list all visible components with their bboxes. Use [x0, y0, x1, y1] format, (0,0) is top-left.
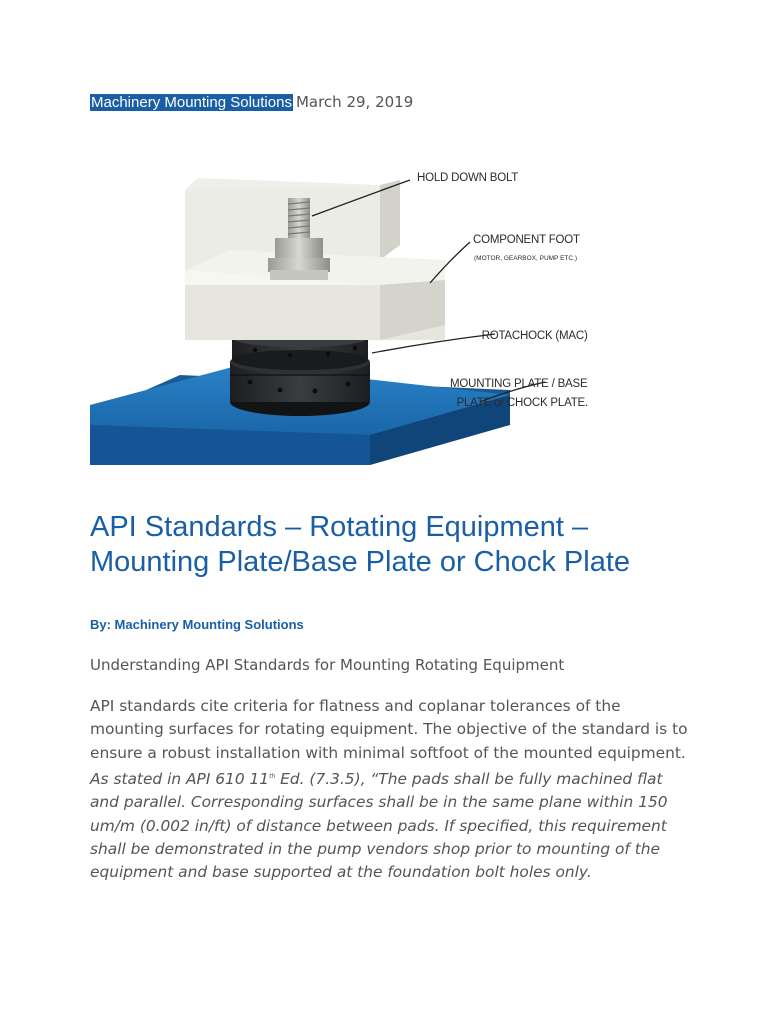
article-byline: By: Machinery Mounting Solutions — [90, 617, 304, 632]
callout-component-foot-note: (MOTOR, GEARBOX, PUMP ETC.) — [474, 255, 578, 262]
callout-hold-down-bolt: HOLD DOWN BOLT — [417, 172, 519, 184]
body-quote-rest: Ed. (7.3.5), “The pads shall be fully machined flat and parallel. Corresponding surfaces shall be in the same plane within 150 um/m (0.002 in/ft) of distance between pads. If specified, this requirement shall be demonstrated in the pump vendors shop prior to mounting of the equipment and base supported at the foundation bolt holes only. — [90, 770, 668, 882]
callout-mounting-plate-1: MOUNTING PLATE / BASE — [450, 378, 588, 390]
author-link[interactable]: Machinery Mounting Solutions — [91, 94, 292, 111]
post-meta — [90, 92, 413, 113]
article-title: API Standards – Rotating Equipment – Mounting Plate/Base Plate or Chock Plate — [90, 511, 631, 578]
mounting-diagram-image — [90, 150, 590, 465]
body-quote-start: As stated in API 610 11 — [90, 770, 270, 789]
body-quote-superscript: th — [269, 772, 276, 780]
body-plain-text: API standards cite criteria for flatness and coplanar tolerances of the mounting surfaces for rotating equipment. The objective of the standard is to ensure a robust installation with minimal softfoot of the mounted equipment. — [90, 697, 688, 762]
callout-mounting-plate-2: PLATE or CHOCK PLATE. — [456, 397, 588, 409]
callout-component-foot: COMPONENT FOOT — [473, 234, 580, 246]
callout-rotachock: ROTACHOCK (MAC) — [481, 330, 588, 342]
post-date: March 29, 2019 — [295, 93, 414, 111]
article-body-paragraph — [90, 695, 690, 885]
article-intro: Understanding API Standards for Mounting Rotating Equipment — [90, 656, 565, 674]
